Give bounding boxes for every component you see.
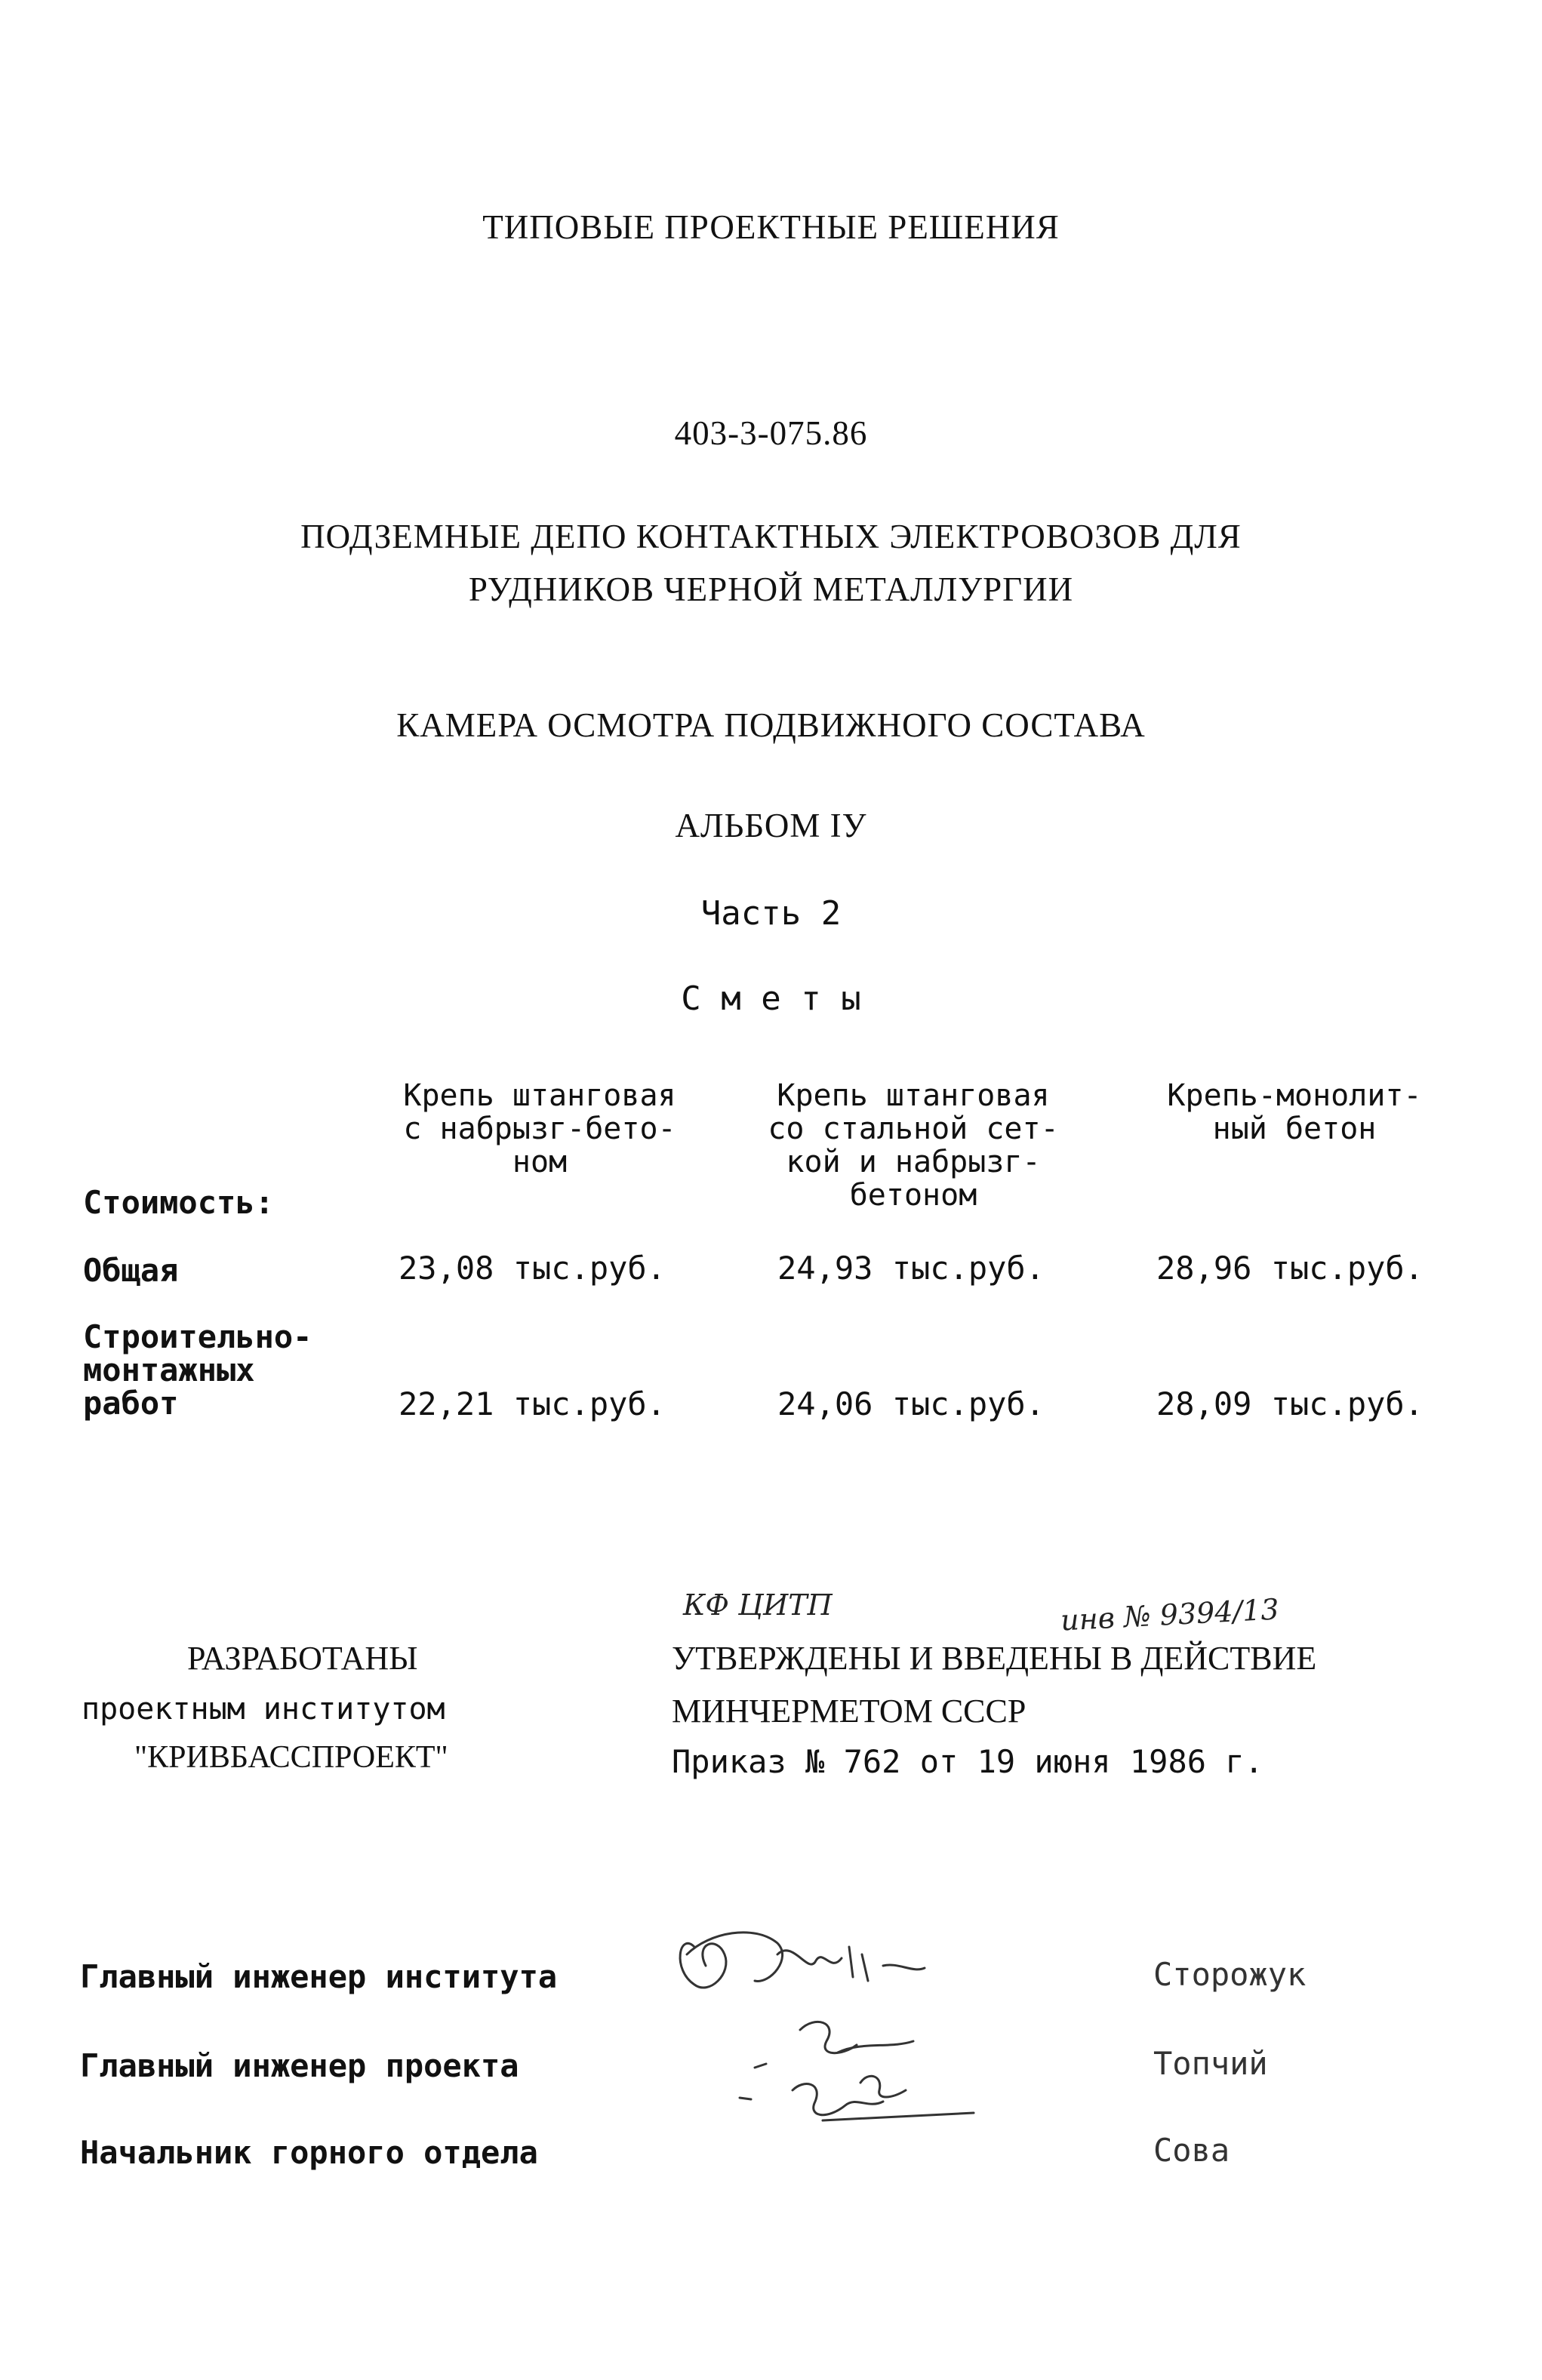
- section-title: С м е т ы: [681, 979, 861, 1018]
- row-label: Общая: [83, 1252, 179, 1289]
- part-label: Часть 2: [700, 894, 842, 933]
- handwritten-archive-note: КФ ЦИТП: [683, 1588, 833, 1622]
- signatory-name: Сова: [1153, 2132, 1230, 2169]
- series-title: ТИПОВЫЕ ПРОЕКТНЫЕ РЕШЕНИЯ: [482, 208, 1060, 246]
- signatory-role: Главный инженер проекта: [80, 2047, 519, 2084]
- column-header: Крепь штанговая с набрызг-бето- ном: [403, 1078, 676, 1179]
- album-label: АЛЬБОМ IУ: [675, 807, 867, 844]
- signatory-name: Топчий: [1153, 2045, 1268, 2082]
- handwritten-inventory-number: инв № 9394/13: [1060, 1592, 1280, 1637]
- title-line-2: РУДНИКОВ ЧЕРНОЙ МЕТАЛЛУРГИИ: [468, 570, 1074, 608]
- signatory-name: Сторожук: [1153, 1956, 1307, 1993]
- cost-label-header: Стоимость:: [83, 1184, 274, 1221]
- column-header: Крепь-монолит- ный бетон: [1167, 1078, 1422, 1146]
- handwritten-signatures: [664, 1902, 1057, 2203]
- developed-title: РАЗРАБОТАНЫ: [187, 1640, 418, 1677]
- cost-value: 23,08 тыс.руб.: [399, 1250, 666, 1287]
- signatory-role: Начальник горного отдела: [80, 2134, 538, 2171]
- cost-value: 28,96 тыс.руб.: [1156, 1250, 1424, 1287]
- approved-line: УТВЕРЖДЕНЫ И ВВЕДЕНЫ В ДЕЙСТВИЕ: [672, 1640, 1317, 1677]
- subtitle: КАМЕРА ОСМОТРА ПОДВИЖНОГО СОСТАВА: [396, 706, 1146, 744]
- document-code: 403-3-075.86: [674, 414, 868, 452]
- title-line-1: ПОДЗЕМНЫЕ ДЕПО КОНТАКТНЫХ ЭЛЕКТРОВОЗОВ ДЛЯ: [300, 518, 1242, 555]
- cost-value: 24,06 тыс.руб.: [777, 1385, 1045, 1422]
- signatory-role: Главный инженер института: [80, 1958, 558, 1995]
- column-header: Крепь штанговая со стальной сет- кой и набрызг- бетоном: [768, 1078, 1059, 1213]
- cost-value: 28,09 тыс.руб.: [1156, 1385, 1424, 1422]
- developed-line: проектным институтом: [82, 1692, 445, 1727]
- approved-line: МИНЧЕРМЕТОМ СССР: [672, 1693, 1026, 1730]
- cost-value: 22,21 тыс.руб.: [399, 1385, 666, 1422]
- developer-name: "КРИВБАССПРОЕКТ": [134, 1740, 448, 1775]
- cost-value: 24,93 тыс.руб.: [777, 1250, 1045, 1287]
- approval-order: Приказ № 762 от 19 июня 1986 г.: [672, 1743, 1263, 1780]
- row-label: Строительно- монтажных работ: [83, 1318, 312, 1422]
